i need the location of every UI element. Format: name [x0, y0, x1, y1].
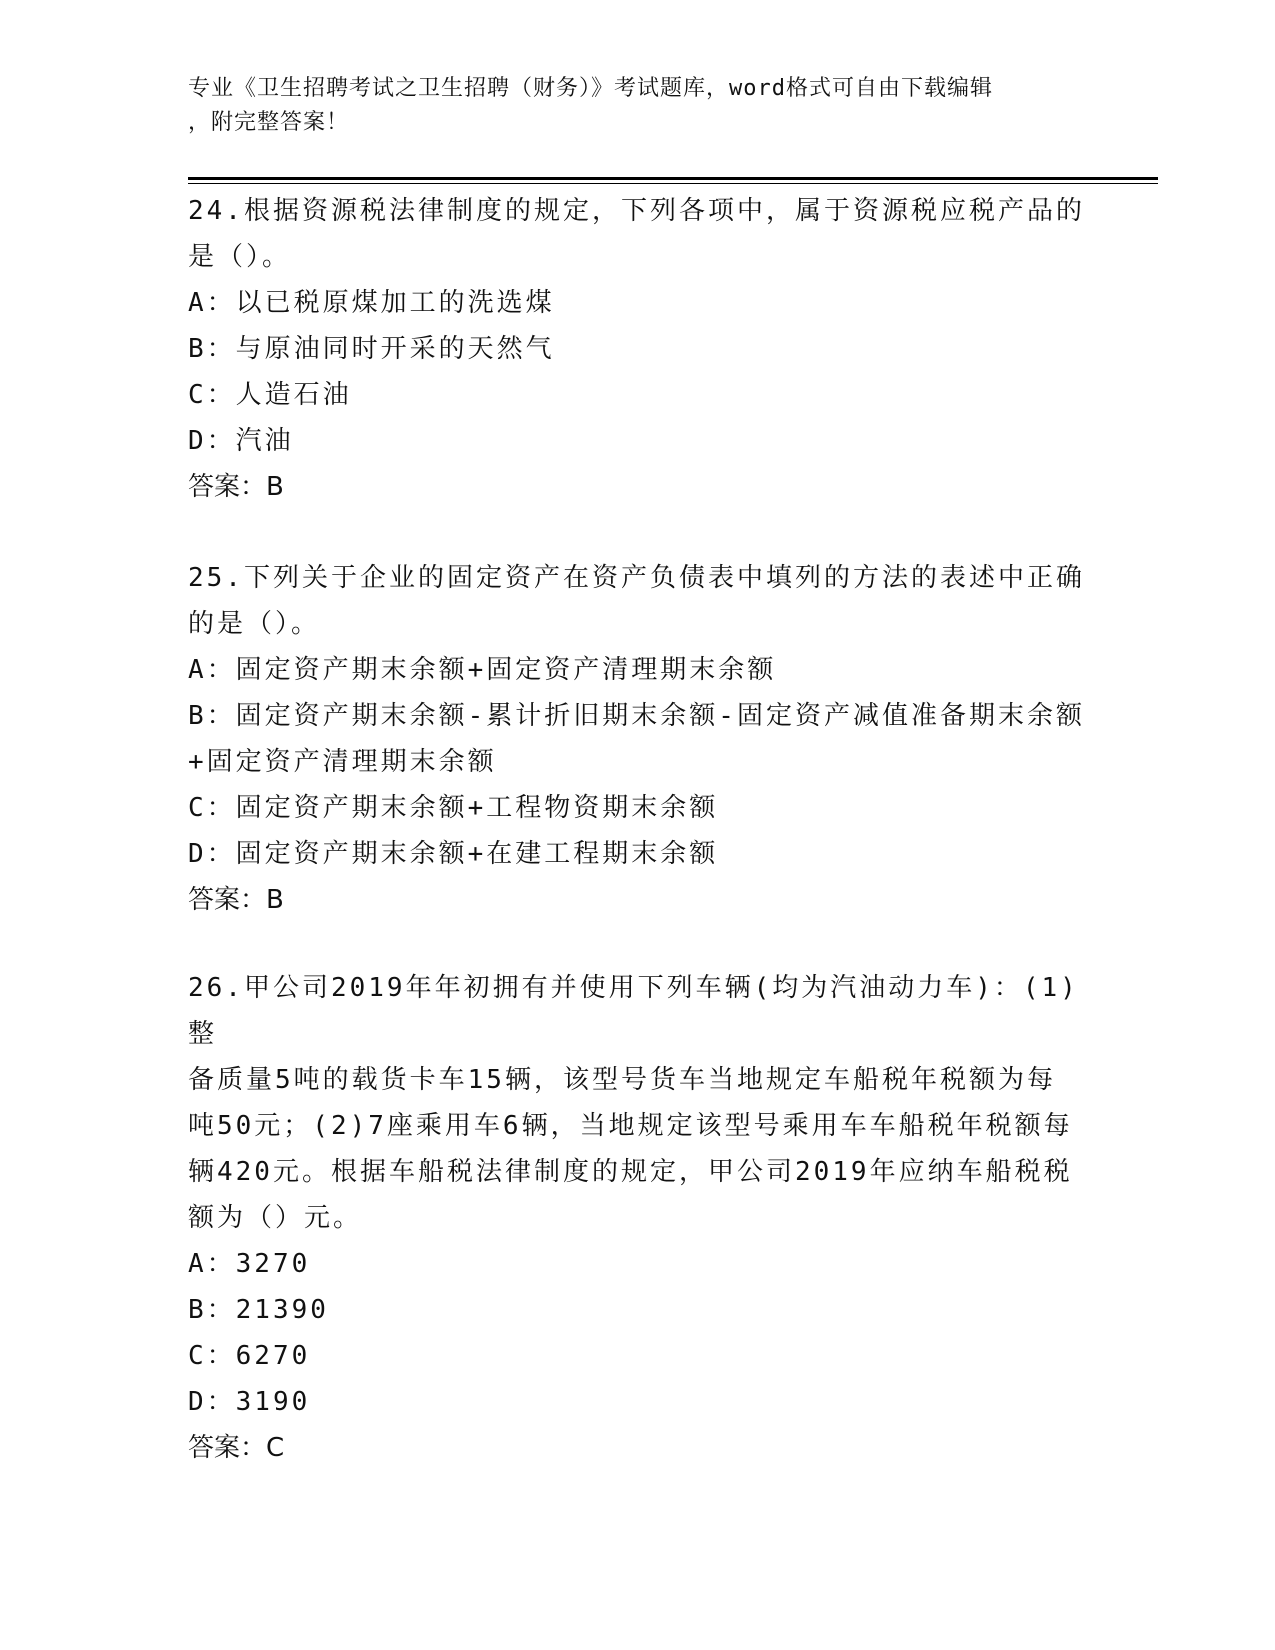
question-24 [188, 188, 1088, 510]
answer: 答案：B [188, 885, 284, 915]
question-stem: 26.甲公司2019年年初拥有并使用下列车辆(均为汽油动力车)：(1)整 备质量5吨的载货卡车15辆，该型号货车当地规定车船税年税额为每 吨50元；(2)7座乘用车6辆，当地规定该型号乘用车车船税年税额每 辆420元。根据车船税法律制度的规定，甲公司2019年应纳车船税税 额为（）元。 [188, 973, 1079, 1233]
option-d: D：汽油 [188, 426, 294, 456]
option-c: C：6270 [188, 1341, 311, 1371]
question-stem: 24.根据资源税法律制度的规定，下列各项中，属于资源税应税产品的 是（）。 [188, 196, 1085, 272]
answer: 答案：B [188, 472, 284, 502]
option-d: D：固定资产期末余额+在建工程期末余额 [188, 839, 719, 869]
answer: 答案：C [188, 1433, 285, 1463]
option-d: D：3190 [188, 1387, 311, 1417]
option-a: A：固定资产期末余额+固定资产清理期末余额 [188, 655, 777, 685]
question-26 [188, 965, 1088, 1471]
option-a: A：3270 [188, 1249, 311, 1279]
option-b: B：与原油同时开采的天然气 [188, 334, 555, 364]
question-stem: 25.下列关于企业的固定资产在资产负债表中填列的方法的表述中正确 的是（）。 [188, 563, 1085, 639]
header-divider-thick [188, 177, 1158, 180]
option-a: A：以已税原煤加工的洗选煤 [188, 288, 555, 318]
option-c: C：固定资产期末余额+工程物资期末余额 [188, 793, 719, 823]
option-b: B：21390 [188, 1295, 329, 1325]
header-divider-thin [188, 183, 1158, 184]
document-header: 专业《卫生招聘考试之卫生招聘（财务）》考试题库，word格式可自由下载编辑 ，附完整答案！ [188, 76, 993, 135]
option-c: C：人造石油 [188, 380, 352, 410]
question-25 [188, 555, 1088, 923]
option-b: B：固定资产期末余额-累计折旧期末余额-固定资产减值准备期末余额 +固定资产清理期末余额 [188, 701, 1085, 777]
